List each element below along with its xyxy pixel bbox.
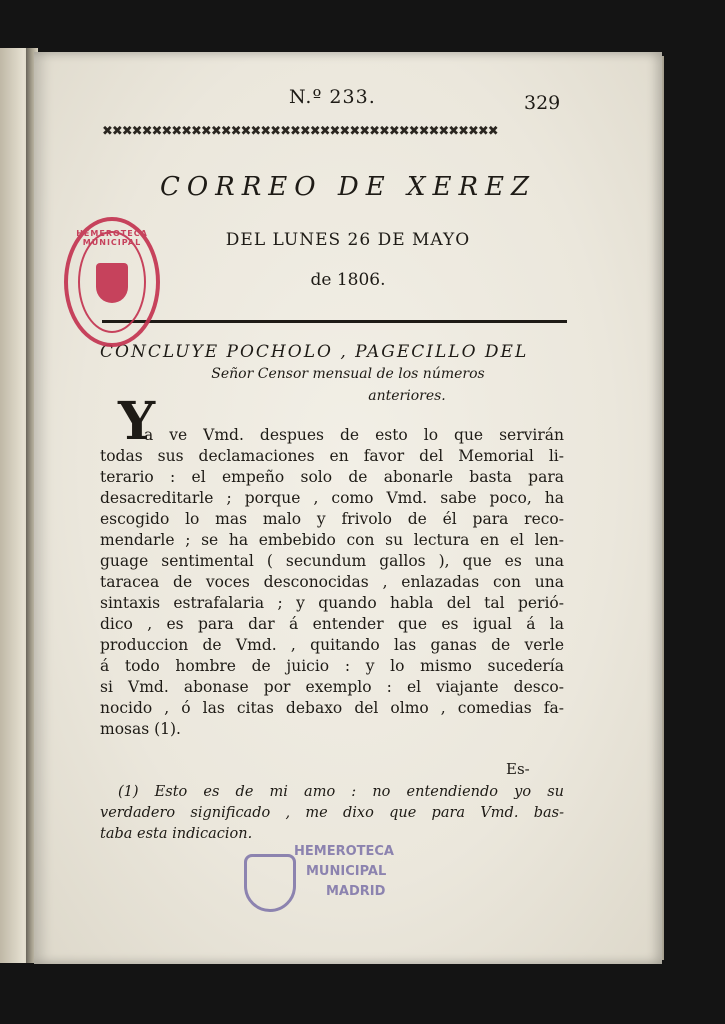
body-line: á todo hombre de juicio : y lo mismo sucedería bbox=[100, 657, 564, 675]
article-title: CONCLUYE POCHOLO , PAGECILLO DEL bbox=[100, 342, 529, 362]
footnote-line: verdadero significado , me dixo que para Vmd. bas- bbox=[100, 805, 564, 821]
body-line: todas sus declamaciones en favor del Memorial li- bbox=[100, 447, 564, 465]
body-line: si Vmd. abonase por exemplo : el viajante desco- bbox=[100, 678, 564, 696]
body-line: a ve Vmd. despues de esto lo que servirán bbox=[144, 426, 564, 444]
year-line: de 1806. bbox=[310, 270, 386, 290]
footnote-first bbox=[118, 784, 564, 805]
catchword: Es- bbox=[506, 760, 530, 778]
issue-number: N.º 233. bbox=[289, 86, 376, 108]
ornament-border: ✖✖✖✖✖✖✖✖✖✖✖✖✖✖✖✖✖✖✖✖✖✖✖✖✖✖✖✖✖✖✖✖✖✖✖✖✖✖✖✖ bbox=[102, 124, 498, 139]
newspaper-page bbox=[34, 52, 662, 964]
footnote bbox=[100, 805, 564, 847]
body-line: produccion de Vmd. , quitando las ganas de verle bbox=[100, 636, 564, 654]
body-line: dico , es para dar á entender que es igual á la bbox=[100, 615, 564, 633]
body-line: taracea de voces desconocidas , enlazadas con una bbox=[100, 573, 564, 591]
body-line: mendarle ; se ha embebido con su lectura en el len- bbox=[100, 531, 564, 549]
body-line: mosas (1). bbox=[100, 720, 181, 738]
red-stamp-text: HEMEROTECA MUNICIPAL bbox=[76, 229, 148, 247]
blue-stamp-line2: MUNICIPAL bbox=[306, 864, 387, 879]
footnote-line: (1) Esto es de mi amo : no entendiendo yo su bbox=[118, 784, 564, 800]
body-line: terario : el empeño solo de abonarle basta para bbox=[100, 468, 564, 486]
body-line: nocido , ó las citas debaxo del olmo , comedias fa- bbox=[100, 699, 564, 717]
divider-rule bbox=[102, 320, 567, 323]
article-subtitle-2: anteriores. bbox=[368, 388, 446, 404]
article-body bbox=[100, 449, 564, 743]
blue-stamp-line3: MADRID bbox=[326, 884, 386, 899]
footnote-line: taba esta indicacion. bbox=[100, 826, 253, 842]
drop-cap: Y bbox=[118, 391, 156, 452]
body-line: sintaxis estrafalaria ; y quando habla del tal perió- bbox=[100, 594, 564, 612]
masthead-title: CORREO DE XEREZ bbox=[159, 172, 537, 202]
seal-icon bbox=[244, 854, 296, 912]
body-line: escogido lo mas malo y frivolo de él para reco- bbox=[100, 510, 564, 528]
date-line: DEL LUNES 26 DE MAYO bbox=[225, 230, 471, 250]
red-library-stamp bbox=[64, 217, 160, 347]
blue-library-stamp bbox=[234, 842, 434, 922]
page-number: 329 bbox=[524, 92, 561, 114]
blue-stamp-line1: HEMEROTECA bbox=[294, 844, 394, 859]
coat-of-arms-icon bbox=[96, 263, 128, 303]
article-subtitle-1: Señor Censor mensual de los números bbox=[211, 366, 485, 382]
article-body-first bbox=[144, 428, 564, 449]
body-line: desacreditarle ; porque , como Vmd. sabe poco, ha bbox=[100, 489, 564, 507]
body-line: guage sentimental ( secundum gallos ), que es una bbox=[100, 552, 564, 570]
